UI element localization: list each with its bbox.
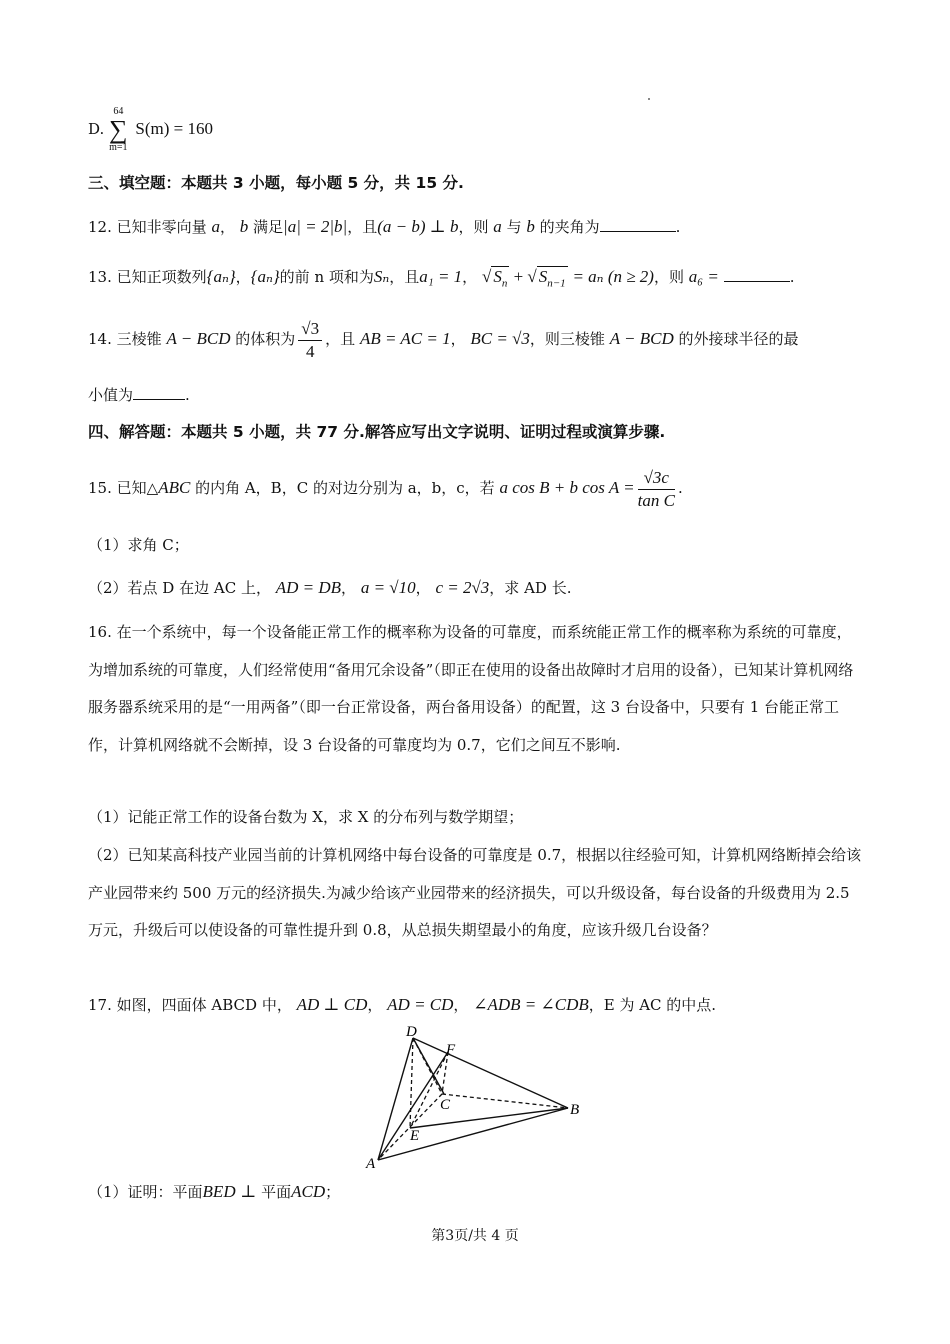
- q15-end: .: [677, 479, 683, 497]
- option-d-label: D.: [88, 120, 105, 138]
- q15-part-1: （1）求角 C；: [88, 536, 189, 554]
- q14-end: .: [185, 386, 190, 404]
- q17-eq-1: AD ⊥ CD: [296, 995, 368, 1014]
- q15-lhs: a cos B + b cos A =: [499, 478, 635, 497]
- edge-DB: [413, 1038, 568, 1108]
- q17-eq-2: AD = CD: [387, 995, 454, 1014]
- q13-text-a: 已知正项数列: [116, 268, 207, 286]
- q15-text-b: 的内角 A，B，C 的对边分别为 a，b，c，若: [195, 479, 495, 497]
- q13-number: 13.: [88, 268, 112, 286]
- edge-EB-solid: [410, 1108, 568, 1128]
- label-C: C: [440, 1097, 451, 1113]
- q13-text-c: ，且: [389, 268, 420, 286]
- q14-vol-den: 4: [305, 341, 315, 361]
- q13-text-d: ，则: [653, 268, 684, 286]
- question-17-part-1: [88, 1181, 866, 1203]
- sigma-symbol: ∑: [109, 115, 128, 144]
- question-16-body: 16. 在一个系统中，每一个设备能正常工作的概率称为设备的可靠度，而系统能正常工作的概率称为系统的可靠度，为增加系统的可靠度，人们经常使用“备用冗余设备”（即正在使用的设备出故障时才启用的设备），已知某计算机网络服务器系统采用的是“一用两备”（即一台正常设备，两台备用设备）的配置，这 3 台设备中，只要有 1 台能正常工作，计算机网络就不会断掉，设 3 台设备的可靠度均为 0.7，它们之间互不影响.: [88, 623, 854, 754]
- q14-tetrahedron-2: A − BCD: [609, 329, 674, 348]
- q12-condition: |a| = 2|b|: [283, 217, 348, 236]
- q15-part-2-sep-2: ，: [415, 579, 431, 597]
- q14-tetrahedron: A − BCD: [166, 329, 231, 348]
- q12-answer-blank[interactable]: [600, 217, 676, 232]
- question-13: [88, 266, 866, 294]
- q14-sep: ，: [450, 330, 466, 348]
- q13-recur-rhs: = aₙ (n ≥ 2): [572, 267, 654, 286]
- question-12: [88, 216, 866, 238]
- q17-perp: ⊥: [240, 1182, 257, 1201]
- q14-answer-blank[interactable]: [133, 385, 185, 400]
- q12-sep: ，: [219, 218, 235, 236]
- q14-text-c: ，且: [325, 330, 356, 348]
- section-3-heading: 三、填空题：本题共 3 小题，每小题 5 分，共 15 分.: [88, 174, 464, 192]
- q15-frac-den: tan C: [637, 490, 675, 510]
- question-14-line-2: [88, 384, 866, 406]
- q14-text-e: 的外接球半径的最: [678, 330, 799, 348]
- page-footer: 第3页/共 4 页: [431, 1228, 519, 1244]
- q15-part-2-eq-2: a = √10: [360, 578, 416, 597]
- q13-a6: a₆ =: [688, 267, 719, 286]
- q12-text-c: ，且: [347, 218, 378, 236]
- q17-plane-1: BED: [202, 1182, 236, 1201]
- q13-text-b: 的前 n 项和为: [279, 268, 374, 286]
- q13-a1: a₁ = 1: [419, 267, 463, 286]
- q14-number: 14.: [88, 330, 112, 348]
- section-4-heading: 四、解答题：本题共 5 小题，共 77 分.解答应写出文字说明、证明过程或演算步骤.: [88, 423, 666, 441]
- q17-plane-2: ACD: [291, 1182, 326, 1201]
- q12-perp: (a − b) ⊥ b: [377, 217, 459, 236]
- q15-fraction: [638, 467, 675, 512]
- q17-text-b: ，E 为 AC 的中点.: [588, 996, 717, 1014]
- edge-CB: [442, 1094, 568, 1108]
- q12-text-e: 与: [506, 218, 522, 236]
- q15-triangle: ABC: [158, 478, 191, 497]
- question-16-part-2: （2）已知某高科技产业园当前的计算机网络中每台设备的可靠度是 0.7，根据以往经验可知，计算机网络断掉会给该产业园带来约 500 万元的经济损失.为减少给该产业园带来的经济损失，可以升级设备，每台设备的升级费用为 2.5 万元，升级后可以使设备的可靠性提升到 0.8，从总损失期望最小的角度，应该升级几台设备？: [88, 846, 862, 939]
- q14-text-a: 三棱锥: [116, 330, 162, 348]
- q17-number: 17.: [88, 996, 112, 1014]
- question-15: [88, 462, 866, 514]
- question-16-part-1: （1）记能正常工作的设备台数为 X，求 X 的分布列与数学期望；: [88, 808, 524, 826]
- q15-part-2-sep: ，: [341, 579, 357, 597]
- q14-text-b: 的体积为: [235, 330, 296, 348]
- label-E: E: [410, 1128, 420, 1144]
- q12-vec-b-2: b: [526, 217, 535, 236]
- sum-upper: 64: [113, 106, 124, 117]
- q15-part-2-eq-3: c = 2√3: [435, 578, 490, 597]
- stray-dot: [648, 98, 650, 100]
- summation: [109, 106, 128, 154]
- label-D: D: [406, 1024, 417, 1040]
- q17-eq-3: ∠ADB = ∠CDB: [473, 995, 589, 1014]
- question-15-part-1: [88, 534, 866, 556]
- q14-text-d: ，则三棱锥: [529, 330, 605, 348]
- q13-seq-2: {aₙ}: [250, 267, 280, 286]
- q13-recurrence: √ $S_n$ + √ $S_{n-1}$: [481, 267, 566, 290]
- edge-FC: [442, 1052, 448, 1094]
- q14-eq-2: BC = √3: [470, 329, 530, 348]
- q15-part-2-b: ，求 AD 长.: [489, 579, 572, 597]
- q15-part-2-a: （2）若点 D 在边 AC 上，: [88, 579, 271, 597]
- q14-eq-1: AB = AC = 1: [359, 329, 451, 348]
- q17-text-a: 如图，四面体 ABCD 中，: [116, 996, 292, 1014]
- q15-number: 15.: [88, 479, 112, 497]
- q17-sep-2: ，: [453, 996, 469, 1014]
- label-B: B: [570, 1102, 580, 1118]
- q12-vec-b: b: [239, 217, 249, 236]
- q13-sep-2: ，: [462, 268, 478, 286]
- q12-vec-a-2: a: [493, 217, 502, 236]
- tetrahedron-figure: [360, 1024, 600, 1172]
- q14-volume-fraction: [298, 318, 322, 363]
- label-A: A: [366, 1156, 376, 1172]
- q12-text-f: 的夹角为: [539, 218, 600, 236]
- q13-end: .: [789, 268, 795, 286]
- q13-answer-blank[interactable]: [724, 267, 790, 282]
- edge-DC: [413, 1038, 442, 1094]
- question-15-part-2: [88, 577, 866, 599]
- q12-text-a: 已知非零向量: [116, 218, 207, 236]
- q13-sn: Sₙ: [373, 267, 390, 286]
- q12-text-b: 满足: [253, 218, 284, 236]
- q12-text-d: ，则: [458, 218, 489, 236]
- q17-part-1-a: （1）证明：平面: [88, 1183, 203, 1201]
- q17-part-1-b: 平面: [261, 1183, 292, 1201]
- q15-text-a: 已知△: [116, 479, 159, 497]
- q15-part-2-eq-1: AD = DB: [275, 578, 342, 597]
- q13-seq-1: {aₙ}: [206, 267, 236, 286]
- q15-frac-num: √3c: [638, 467, 675, 490]
- q13-sep: ，: [235, 268, 251, 286]
- option-d: [88, 106, 866, 154]
- q12-number: 12.: [88, 218, 112, 236]
- q14-vol-num: √3: [298, 318, 322, 341]
- sum-lower: m=1: [109, 142, 128, 153]
- question-14: [88, 316, 866, 363]
- q12-vec-a: a: [211, 217, 220, 236]
- q17-part-1-end: ；: [325, 1183, 341, 1201]
- question-17: [88, 994, 866, 1016]
- q12-end: .: [675, 218, 681, 236]
- label-F: F: [446, 1042, 456, 1058]
- q14-line-2: 小值为: [88, 386, 134, 404]
- edge-DE: [410, 1038, 413, 1128]
- q17-sep: ，: [367, 996, 383, 1014]
- option-d-expr: S(m) = 160: [135, 119, 213, 138]
